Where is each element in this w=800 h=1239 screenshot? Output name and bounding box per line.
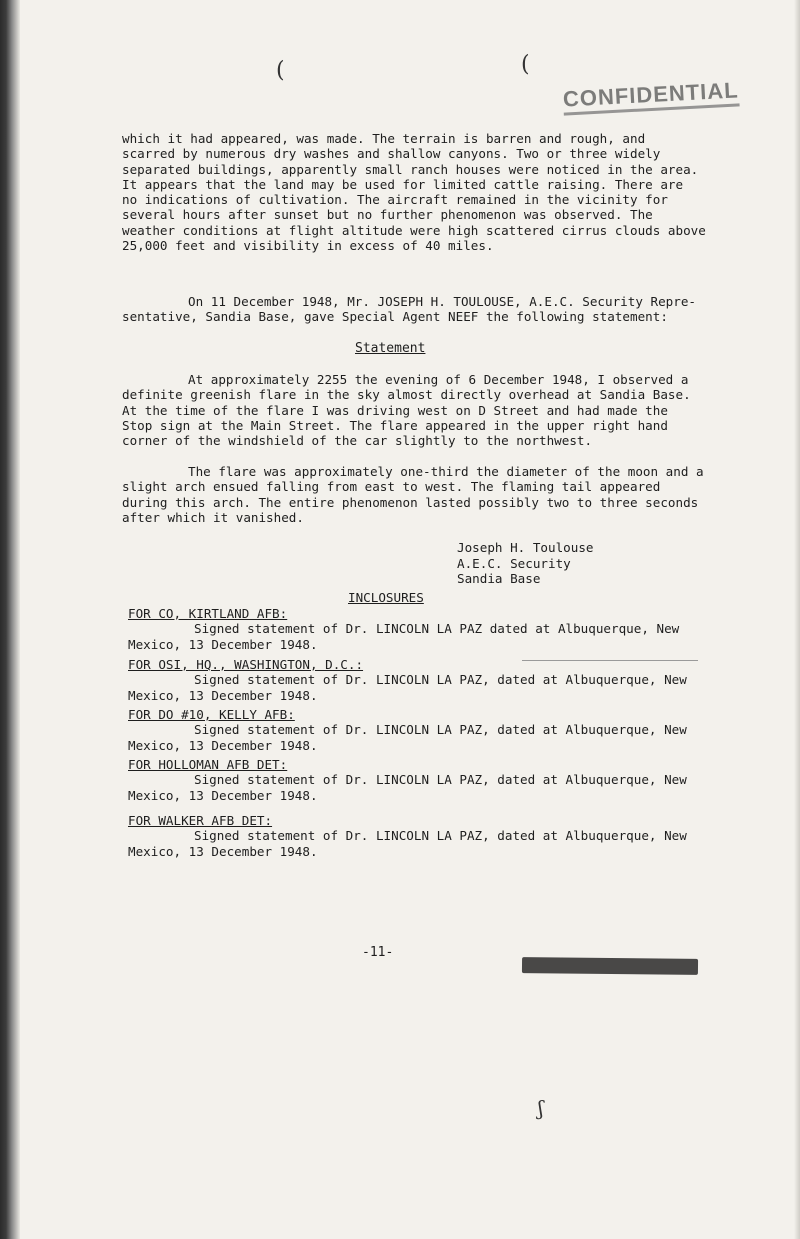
punch-mark-right: ( xyxy=(521,52,530,77)
intro-paragraph xyxy=(122,294,702,325)
inclosure-date: Mexico, 13 December 1948. xyxy=(128,737,318,753)
inclosure-description: Signed statement of Dr. LINCOLN LA PAZ, dated at Albuquerque, New xyxy=(194,672,687,688)
scan-edge-right xyxy=(794,0,800,1239)
text-line: At the time of the flare I was driving west on D Street and had made the xyxy=(122,402,668,418)
text-line: scarred by numerous dry washes and shallow canyons. Two or three widely xyxy=(122,146,661,162)
redaction-bar xyxy=(522,957,698,975)
text-line: no indications of cultivation. The aircraft remained in the vicinity for xyxy=(122,192,668,208)
inclosure-date: Mexico, 13 December 1948. xyxy=(128,843,318,859)
text-line: 25,000 feet and visibility in excess of 40 miles. xyxy=(122,238,494,254)
inclosure-recipient: FOR CO, KIRTLAND AFB: xyxy=(128,606,288,621)
inclosure-date: Mexico, 13 December 1948. xyxy=(128,787,318,803)
statement-paragraph-2 xyxy=(122,464,702,525)
statement-paragraph-1 xyxy=(122,372,702,448)
text-line: separated buildings, apparently small ranch houses were noticed in the area. xyxy=(122,161,699,177)
inclosure-description: Signed statement of Dr. LINCOLN LA PAZ, dated at Albuquerque, New xyxy=(194,722,687,738)
text-line: definite greenish flare in the sky almost directly overhead at Sandia Base. xyxy=(122,387,691,403)
signature-block xyxy=(457,540,593,587)
continuation-paragraph xyxy=(122,131,706,254)
text-line: On 11 December 1948, Mr. JOSEPH H. TOULOUSE, A.E.C. Security Repre- xyxy=(188,294,696,309)
signature-name: Joseph H. Toulouse xyxy=(457,540,594,555)
page-number: -11- xyxy=(362,945,394,960)
inclosure-recipient: FOR WALKER AFB DET: xyxy=(128,813,273,828)
punch-mark-left: ( xyxy=(276,58,285,83)
text-line: It appears that the land may be used for limited cattle raising. There are xyxy=(122,176,684,192)
scan-edge-left xyxy=(0,0,20,1239)
text-line: The flare was approximately one-third the diameter of the moon and a xyxy=(188,464,704,479)
text-line: slight arch ensued falling from east to west. The flaming tail appeared xyxy=(122,479,661,495)
text-line: during this arch. The entire phenomenon lasted possibly two to three seconds xyxy=(122,494,699,510)
inclosure-description: Signed statement of Dr. LINCOLN LA PAZ, dated at Albuquerque, New xyxy=(194,772,687,788)
text-line: sentative, Sandia Base, gave Special Agent NEEF the following statement: xyxy=(122,309,668,325)
text-line: several hours after sunset but no further phenomenon was observed. The xyxy=(122,207,653,223)
classification-stamp: CONFIDENTIAL xyxy=(562,77,739,115)
text-line: after which it vanished. xyxy=(122,509,304,525)
inclosure-date: Mexico, 13 December 1948. xyxy=(128,636,318,652)
inclosures-heading: INCLOSURES xyxy=(348,590,424,605)
inclosure-date: Mexico, 13 December 1948. xyxy=(128,687,318,703)
text-line: At approximately 2255 the evening of 6 December 1948, I observed a xyxy=(188,372,689,387)
inclosure-description: Signed statement of Dr. LINCOLN LA PAZ dated at Albuquerque, New xyxy=(194,621,680,637)
inclosure-item xyxy=(128,757,708,803)
inclosure-recipient: FOR HOLLOMAN AFB DET: xyxy=(128,757,288,772)
inclosure-item xyxy=(128,606,708,652)
inclosure-recipient: FOR DO #10, KELLY AFB: xyxy=(128,707,295,722)
inclosure-recipient: FOR OSI, HQ., WASHINGTON, D.C.: xyxy=(128,657,364,672)
signature-location: Sandia Base xyxy=(457,571,541,587)
inclosure-item xyxy=(128,707,708,753)
statement-heading: Statement xyxy=(355,341,426,356)
text-line: weather conditions at flight altitude were high scattered cirrus clouds above xyxy=(122,222,706,238)
text-line: which it had appeared, was made. The terrain is barren and rough, and xyxy=(122,131,646,146)
inclosure-item xyxy=(128,657,708,703)
text-line: Stop sign at the Main Street. The flare appeared in the upper right hand xyxy=(122,417,668,433)
stray-mark: ʃ xyxy=(538,1096,544,1120)
inclosure-description: Signed statement of Dr. LINCOLN LA PAZ, dated at Albuquerque, New xyxy=(194,828,687,844)
text-line: corner of the windshield of the car slightly to the northwest. xyxy=(122,433,593,449)
signature-title: A.E.C. Security xyxy=(457,555,571,571)
inclosure-item xyxy=(128,813,708,859)
